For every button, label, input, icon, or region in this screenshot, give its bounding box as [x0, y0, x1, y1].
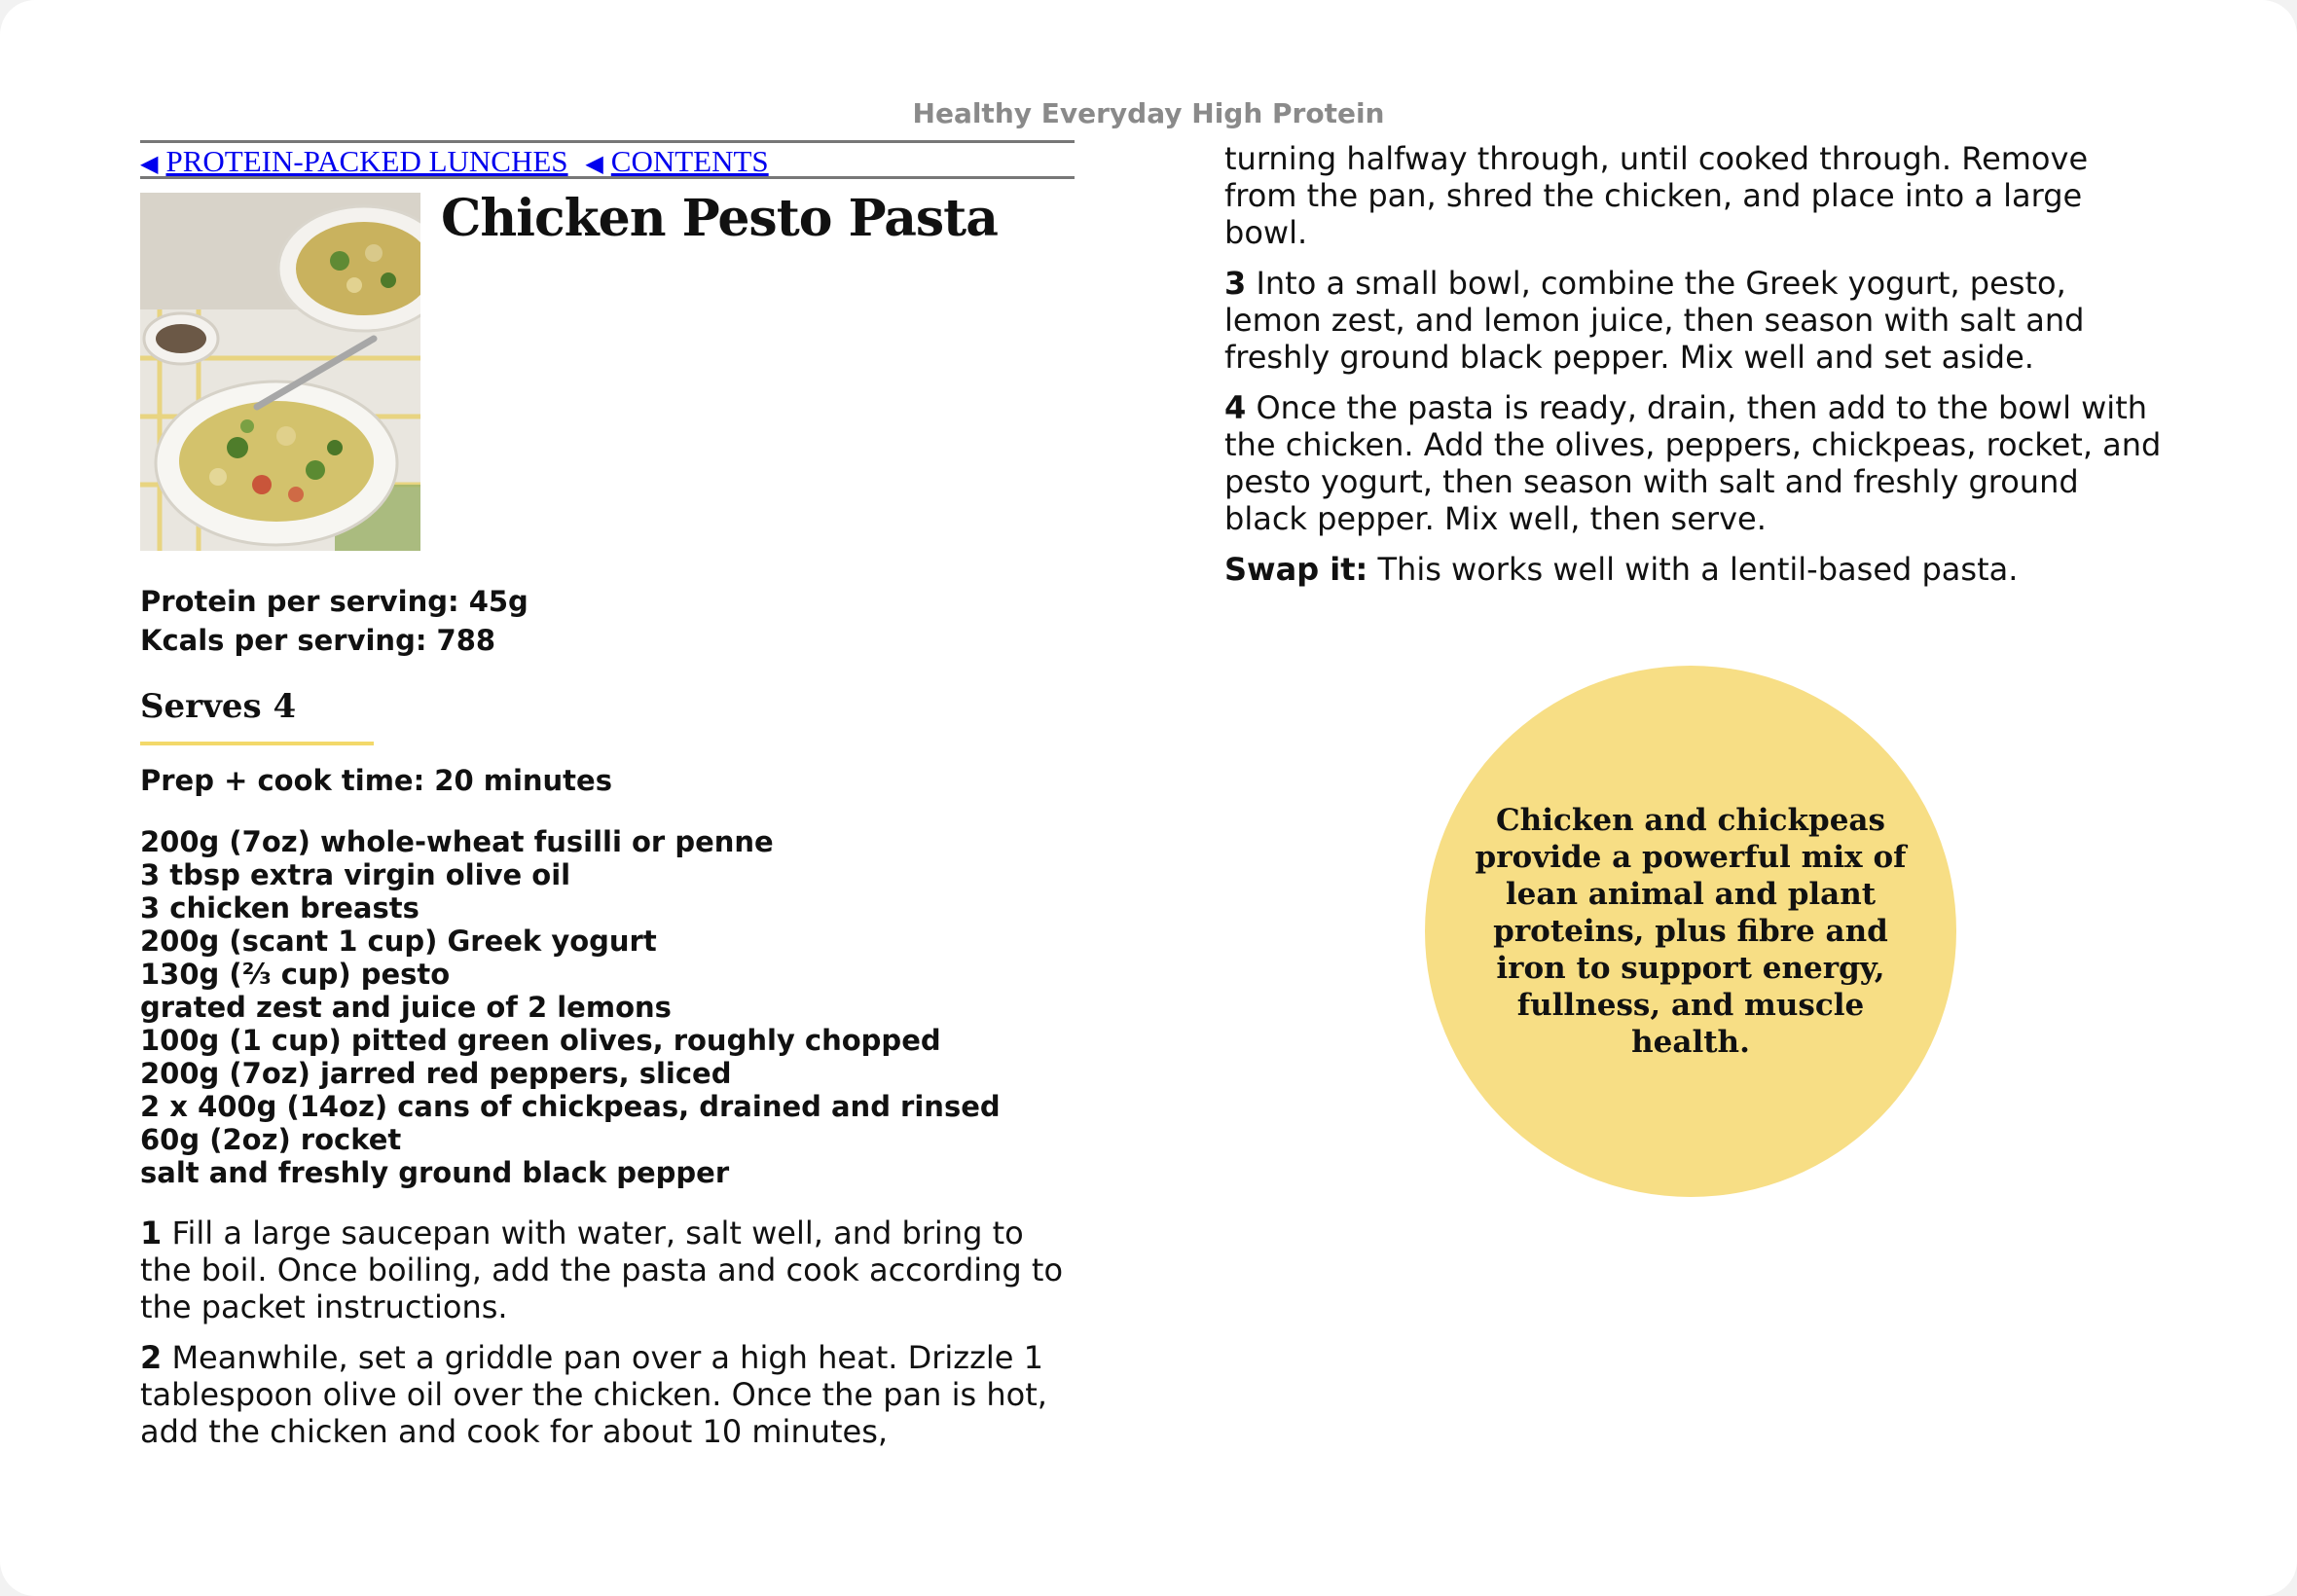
ingredient-item: 200g (7oz) jarred red peppers, sliced — [140, 1057, 732, 1090]
pasta-bowls-illustration — [140, 193, 420, 551]
ingredient-item: 200g (7oz) whole-wheat fusilli or penne — [140, 825, 774, 858]
ingredient-item: salt and freshly ground black pepper — [140, 1156, 730, 1189]
chapter-navigation — [140, 140, 1075, 179]
prep-time: Prep + cook time: 20 minutes — [140, 764, 612, 797]
ingredient-item: 2 x 400g (14oz) cans of chickpeas, drained and rinsed — [140, 1090, 1001, 1123]
ingredient-item: grated zest and juice of 2 lemons — [140, 991, 672, 1024]
method-steps-left — [140, 1215, 1075, 1450]
serves-underline — [140, 742, 374, 745]
step-text: Once the pasta is ready, drain, then add to the bowl with the chicken. Add the olives, peppers, chickpeas, rocket, and pesto yogurt, then season with salt and freshly ground black pepper. Mix well, then serve. — [1224, 389, 2162, 537]
method-step — [1224, 265, 2169, 376]
step-number: 4 — [1224, 389, 1247, 426]
method-step — [140, 1215, 1075, 1325]
contents-link[interactable]: CONTENTS — [610, 144, 769, 178]
nutrition-info — [140, 582, 1075, 660]
ingredient-item: 130g (⅔ cup) pesto — [140, 958, 451, 991]
ingredient-item: 3 tbsp extra virgin olive oil — [140, 858, 571, 891]
ingredients-list — [140, 825, 1075, 1189]
ingredient-item: 3 chicken breasts — [140, 891, 419, 925]
swap-label: Swap it: — [1224, 551, 1368, 588]
serves-heading: Serves 4 — [140, 687, 297, 726]
step-number: 1 — [140, 1215, 163, 1251]
right-column — [1224, 140, 2169, 601]
step-number: 3 — [1224, 265, 1247, 302]
method-step — [140, 1339, 1075, 1450]
kcals-per-serving: Kcals per serving: 788 — [140, 624, 496, 657]
ingredient-item: 60g (2oz) rocket — [140, 1123, 402, 1156]
step-number: 2 — [140, 1339, 163, 1376]
callout-text: Chicken and chickpeas provide a powerful mix of lean animal and plant proteins, plus fibre and iron to support energy, fullness, and muscle health. — [1475, 803, 1907, 1060]
step-text: Fill a large saucepan with water, salt well, and bring to the boil. Once boiling, add the pasta and cook according to the packet instructions. — [140, 1215, 1064, 1325]
step-text: turning halfway through, until cooked through. Remove from the pan, shred the chicken, and place into a large bowl. — [1224, 140, 2089, 251]
step-text: Into a small bowl, combine the Greek yogurt, pesto, lemon zest, and lemon juice, then season with salt and freshly ground black pepper. Mix well and set aside. — [1224, 265, 2085, 376]
swap-tip — [1224, 551, 2169, 588]
book-title: Healthy Everyday High Protein — [912, 97, 1385, 129]
recipe-title: Chicken Pesto Pasta — [441, 189, 998, 248]
ingredient-item: 200g (scant 1 cup) Greek yogurt — [140, 925, 657, 958]
callout-circle — [1425, 666, 1956, 1197]
swap-text: This works well with a lentil-based pasta. — [1377, 551, 2019, 588]
left-column — [140, 140, 1075, 1464]
protein-packed-lunches-link[interactable]: PROTEIN-PACKED LUNCHES — [165, 144, 568, 178]
recipe-hero — [140, 189, 1075, 562]
back-arrow-icon[interactable]: ◀ — [140, 152, 159, 177]
step-text: Meanwhile, set a griddle pan over a high heat. Drizzle 1 tablespoon olive oil over the chicken. Once the pan is hot, add the chicken and cook for about 10 minutes, — [140, 1339, 1047, 1450]
protein-per-serving: Protein per serving: 45g — [140, 585, 529, 618]
method-step-continued — [1224, 140, 2169, 251]
method-step — [1224, 389, 2169, 537]
recipe-photo — [140, 193, 420, 551]
contents-arrow-icon[interactable]: ◀ — [585, 152, 603, 177]
ingredient-item: 100g (1 cup) pitted green olives, roughly chopped — [140, 1024, 941, 1057]
